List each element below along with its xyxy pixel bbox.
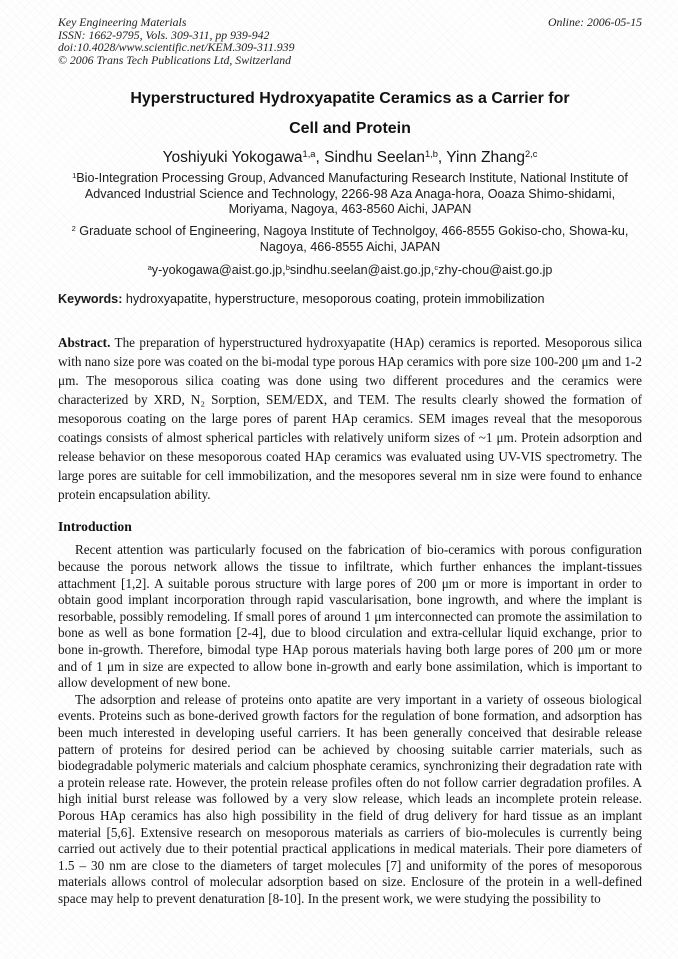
affiliation-marker: 1 xyxy=(72,171,77,181)
email-address: zhy-chou@aist.go.jp xyxy=(438,262,553,277)
affiliation-marker: 2 xyxy=(71,224,76,234)
journal-info-block xyxy=(58,16,294,66)
journal-title: Key Engineering Materials xyxy=(58,15,187,29)
affiliation-1 xyxy=(58,171,642,217)
journal-copyright-line: © 2006 Trans Tech Publications Ltd, Switzerland xyxy=(58,52,292,67)
keywords-text: hydroxyapatite, hyperstructure, mesoporous coating, protein immobilization xyxy=(125,292,545,307)
affiliation-text: Bio-Integration Processing Group, Advanced Manufacturing Research Institute, National Institute of Advanced Industrial Science and Technology, 2266-98 Aza Anaga-hora, Ooaza Shimo-shidami, Moriyama, Nagoya, 463-8560 Aichi, JAPAN xyxy=(76,171,628,216)
author-list xyxy=(58,146,642,169)
paper-title xyxy=(58,84,642,144)
affiliation-text: Graduate school of Engineering, Nagoya Institute of Technolgoy, 466-8555 Gokiso-cho, Showa-ku, Nagoya, 466-8555 Aichi, JAPAN xyxy=(75,224,629,254)
abstract-paragraph xyxy=(58,333,642,504)
section-heading-introduction: Introduction xyxy=(58,519,132,535)
author-affiliation-marker: 1,a xyxy=(302,149,316,160)
body-paragraph-1: Recent attention was particularly focused on the fabrication of bio-ceramics with porous configuration because the porous network allows the tissue to infiltrate, which further enhances the implant-tissues attachment [1,2]. A suitable porous structure with large pores of 200 μm or more is important in order to obtain good implant incorporation through rapid vascularisation, bone ingrowth, and where the implant is resorbable, possibly remodeling. If small pores of around 1 μm interconnected can promote the assimilation to bone as well as bone formation [2-4], due to blood circulation and extra-cellular liquid exchange, prior to bone in-growth. Therefore, bimodal type HAp porous materials having both large pores of 200 μm or more and of 1 μm in size are expected to allow bone in-growth and early bone assimilation, which is important to allow development of new bone. xyxy=(58,542,642,691)
journal-header xyxy=(58,16,642,66)
abstract-label: Abstract. xyxy=(58,335,111,351)
author-affiliation-marker: 1,b xyxy=(424,149,438,160)
author-name: Sindhu Seelan xyxy=(324,149,425,167)
email-marker: c xyxy=(434,262,439,272)
online-date: Online: 2006-05-15 xyxy=(547,15,642,29)
keywords-label: Keywords: xyxy=(58,292,123,307)
author-separator: , xyxy=(315,149,325,167)
email-marker: b xyxy=(285,262,290,272)
introduction-body xyxy=(58,542,642,907)
journal-doi-line: doi:10.4028/www.scientific.net/KEM.309-311.939 xyxy=(58,40,295,55)
abstract-text: The preparation of hyperstructured hydroxyapatite (HAp) ceramics is reported. Mesoporous silica with nano size pore was coated on the bi-modal type porous HAp ceramics with pore size 100-200 μm and 1-2 μm. The mesoporous silica coating was done using two different procedures and the ceramics were characterized by XRD, N₂ Sorption, SEM/EDX, and TEM. The results clearly showed the formation of mesoporous coating on the large pores of parent HAp ceramics. SEM images reveal that the mesoporous coatings consists of almost spherical particles with relatively uniform sizes of ~1 μm. Protein adsorption and release behavior on these mesoporous coated HAp ceramics was evaluated using UV-VIS spectrometry. The large pores are suitable for cell immobilization, and the mesopores several nm in size were found to enhance protein encapsulation ability. xyxy=(58,335,642,503)
keywords-line xyxy=(58,292,642,307)
affiliation-2 xyxy=(58,224,642,255)
author-name: Yinn Zhang xyxy=(446,149,525,167)
body-paragraph-2: The adsorption and release of proteins onto apatite are very important in a variety of osseous biological events. Proteins such as bone-derived growth factors for the regulation of bone formation, and adsorption has been much interested in developing useful carriers. It has been generally conceived that desirable release pattern of proteins for desired period can be achieved by choosing suitable carrier materials, such as biodegradable polymeric materials and calcium phosphate ceramics, synchronizing their degradation rate with a protein release rate. However, the protein release profiles often do not follow carrier degradation profiles. A high initial burst release was followed by a very slow release, which leads an incomplete protein release. Porous HAp ceramics has also high possibility in the field of drug delivery for hard tissue as an implant material [5,6]. Extensive research on mesoporous materials as carriers of bio-molecules is currently being carried out actively due to their potential practical applications in medical materials. Their pore diameters of 1.5 – 30 nm are close to the diameters of target molecules [7] and uniformity of the pores of mesoporous materials allows control of molecular adsorption based on size. Enclosure of the protein in a well-defined space may help to prevent denaturation [8-10]. In the present work, we were studying the possibility to xyxy=(58,691,642,906)
email-marker: a xyxy=(147,262,152,272)
journal-issn-line: ISSN: 1662-9795, Vols. 309-311, pp 939-942 xyxy=(58,27,270,42)
paper-title-line-2: Cell and Protein xyxy=(289,120,411,138)
author-name: Yoshiyuki Yokogawa xyxy=(162,149,303,167)
email-address: sindhu.seelan@aist.go.jp, xyxy=(289,262,435,277)
author-separator: , xyxy=(437,149,447,167)
paper-title-line-1: Hyperstructured Hydroxyapatite Ceramics as a Carrier for xyxy=(130,90,570,108)
email-address: y-yokogawa@aist.go.jp, xyxy=(151,262,286,277)
author-affiliation-marker: 2,c xyxy=(524,149,538,160)
author-emails xyxy=(58,263,642,278)
